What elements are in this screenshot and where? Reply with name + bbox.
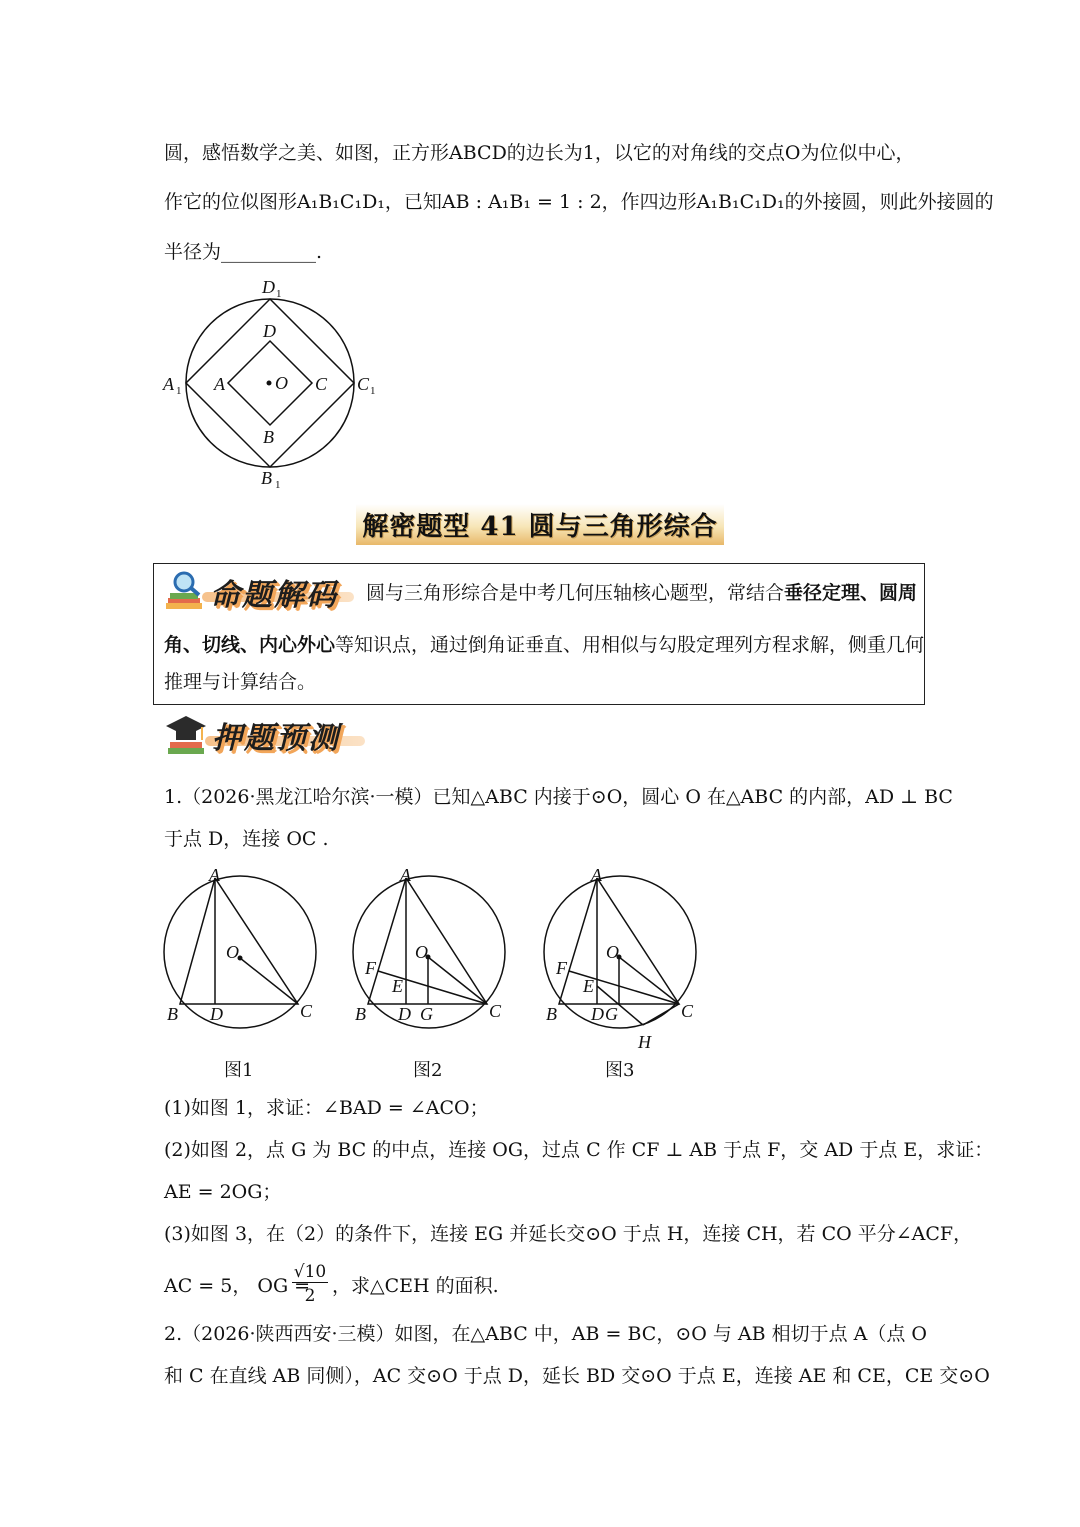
label-D1: D <box>262 277 275 297</box>
prev-problem-line-1: 圆，感悟数学之美、如图，正方形ABCD的边长为1，以它的对角线的交点O为位似中心， <box>164 142 915 164</box>
svg-text:1: 1 <box>370 385 376 397</box>
q1-line-2: 于点 D，连接 OC . <box>164 828 329 850</box>
q2-line-2: 和 C 在直线 AB 同侧），AC 交⊙O 于点 D，延长 BD 交⊙O 于点 E，连接 AE 和 CE，CE 交⊙O <box>164 1365 990 1387</box>
proposition-line-2: 角、切线、内心外心等知识点，通过倒角证垂直、用相似与勾股定理列方程求解，侧重几何 <box>164 634 925 656</box>
square-circle-figure <box>160 275 390 495</box>
predict-banner: 押题预测 <box>212 721 340 756</box>
svg-text:O: O <box>606 942 619 962</box>
label-O: O <box>275 373 288 393</box>
figure-caption-3: 图3 <box>605 1060 635 1081</box>
q1-part-2-line-2: AE = 2OG； <box>164 1181 282 1203</box>
q1-figure-2 <box>349 864 519 1029</box>
svg-text:F: F <box>556 958 567 978</box>
svg-text:A: A <box>591 865 602 885</box>
label-B: B <box>263 427 274 447</box>
svg-text:D: D <box>398 1004 411 1024</box>
svg-text:C: C <box>300 1001 313 1021</box>
svg-text:A: A <box>209 865 220 885</box>
svg-text:G: G <box>605 1004 618 1024</box>
prev-problem-line-2: 作它的位似图形A₁B₁C₁D₁，已知AB : A₁B₁ = 1 : 2，作四边形A₁B₁C₁D₁的外接圆，则此外接圆的 <box>164 191 994 213</box>
proposition-banner: 命题解码 <box>210 578 338 613</box>
proposition-line-1: 圆与三角形综合是中考几何压轴核心题型，常结合垂径定理、圆周 <box>366 582 918 604</box>
label-A1: A <box>163 374 174 394</box>
q1-part-2-line-1: (2)如图 2，点 G 为 BC 的中点，连接 OG，过点 C 作 CF ⊥ AB 于点 F，交 AD 于点 E，求证： <box>164 1139 994 1161</box>
svg-text:1: 1 <box>276 288 282 300</box>
svg-text:E: E <box>392 976 403 996</box>
svg-text:B: B <box>167 1004 178 1024</box>
section-title: 解密题型 41 圆与三角形综合 <box>0 504 1080 545</box>
svg-text:B: B <box>546 1004 557 1024</box>
magnifier-books-icon <box>164 570 208 610</box>
svg-text:C: C <box>489 1001 502 1021</box>
q1-part-1: (1)如图 1，求证：∠BAD = ∠ACO； <box>164 1097 489 1119</box>
svg-text:B: B <box>355 1004 366 1024</box>
center-dot <box>267 381 272 386</box>
svg-text:H: H <box>638 1032 651 1052</box>
q1-figure-1 <box>158 864 328 1029</box>
q2-line-1: 2.（2026·陕西西安·三模）如图，在△ABC 中，AB = BC，⊙O 与 AB 相切于点 A（点 O <box>164 1323 927 1345</box>
label-C: C <box>315 374 328 394</box>
proposition-line-3: 推理与计算结合。 <box>164 671 317 693</box>
graduation-cap-icon <box>164 712 208 756</box>
label-C1: C <box>357 374 370 394</box>
label-A: A <box>214 374 225 394</box>
svg-text:D: D <box>210 1004 223 1024</box>
svg-text:E: E <box>583 976 594 996</box>
svg-text:O: O <box>226 942 239 962</box>
q1-line-1: 1.（2026·黑龙江哈尔滨·一模）已知△ABC 内接于⊙O，圆心 O 在△ABC 的内部，AD ⊥ BC <box>164 786 953 808</box>
q1-part-3-line-1: (3)如图 3，在（2）的条件下，连接 EG 并延长交⊙O 于点 H，连接 CH，若 CO 平分∠ACF， <box>164 1223 973 1245</box>
label-D: D <box>263 321 276 341</box>
svg-text:C: C <box>681 1001 694 1021</box>
figure-caption-1: 图1 <box>224 1060 254 1081</box>
svg-text:D: D <box>591 1004 604 1024</box>
fraction-denominator: 2 <box>304 1286 316 1306</box>
q1-figure-3 <box>540 864 710 1064</box>
prev-problem-line-3: 半径为__________. <box>164 241 323 263</box>
svg-text:O: O <box>415 942 428 962</box>
svg-text:1: 1 <box>176 385 182 397</box>
svg-text:G: G <box>420 1004 433 1024</box>
label-B1: B <box>261 468 272 488</box>
svg-text:F: F <box>365 958 376 978</box>
svg-text:A: A <box>400 865 411 885</box>
fraction-numerator: √10 <box>293 1262 327 1282</box>
figure-caption-2: 图2 <box>413 1060 443 1081</box>
svg-text:1: 1 <box>275 479 281 491</box>
proposition-box <box>153 563 925 705</box>
